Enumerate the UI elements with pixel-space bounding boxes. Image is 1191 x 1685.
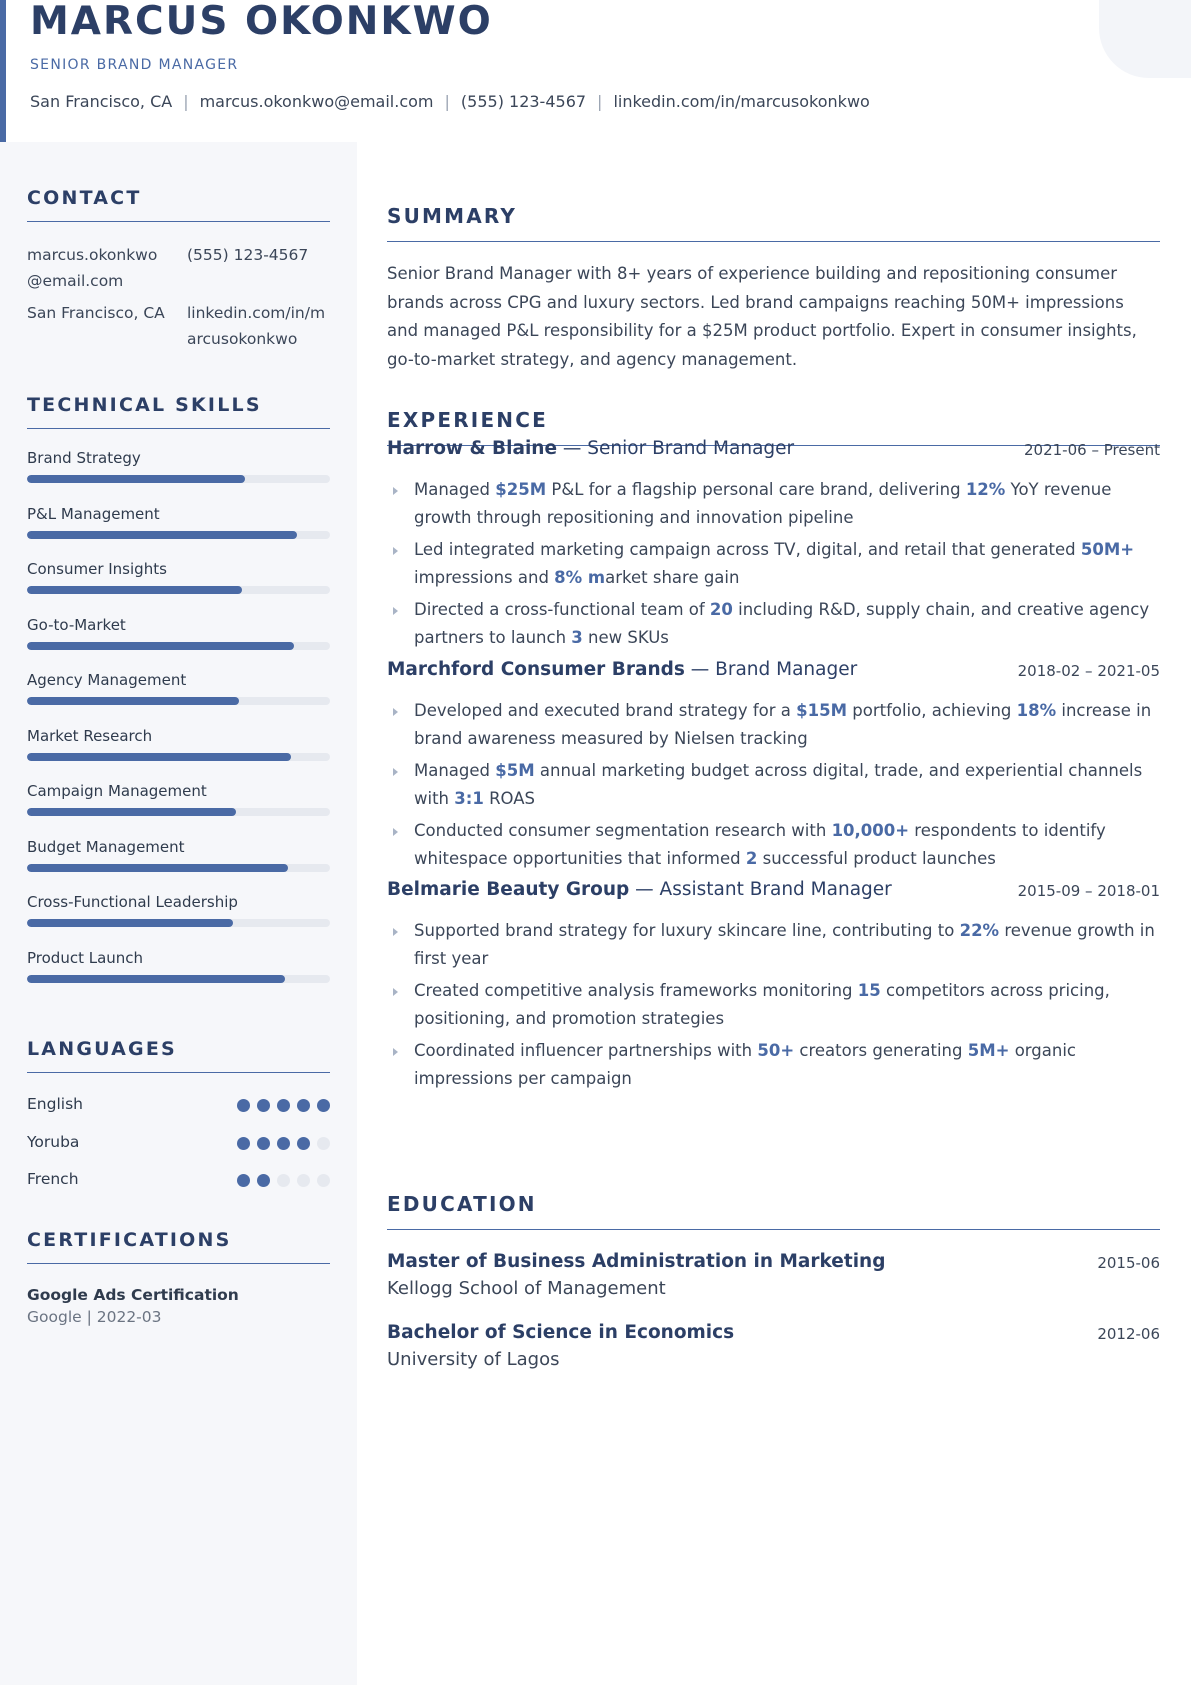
header-phone-link[interactable]: (555) 123-4567: [460, 92, 587, 111]
job-title: [387, 438, 794, 459]
level-dot: [297, 1137, 310, 1150]
language-item: [27, 1095, 330, 1133]
level-dot: [237, 1099, 250, 1112]
contact-grid: [27, 242, 330, 352]
job-title: [387, 659, 857, 680]
skill-bar-track: [27, 753, 330, 761]
level-dot: [257, 1137, 270, 1150]
highlighted-metric: 15: [857, 981, 881, 1000]
skill-bar-fill: [27, 975, 285, 983]
skill-bar-fill: [27, 753, 291, 761]
level-dot: [277, 1137, 290, 1150]
company-name: Marchford Consumer Brands: [387, 659, 685, 680]
highlighted-metric: 20: [709, 600, 733, 619]
level-dot: [257, 1174, 270, 1187]
education-heading: EDUCATION: [387, 1192, 1160, 1230]
bullet-text: successful product launches: [757, 849, 996, 868]
achievement-bullet: [387, 817, 1160, 873]
skill-label: Agency Management: [27, 671, 187, 689]
header-accent-bar: [0, 0, 6, 142]
certifications-section: [27, 1229, 330, 1326]
level-dot: [237, 1137, 250, 1150]
bullet-text: increase in brand awareness measured by Nielsen tracking: [414, 701, 1152, 748]
skill-item: [27, 893, 330, 949]
achievement-bullet: [387, 596, 1160, 652]
achievement-bullet: [387, 1037, 1160, 1093]
bullet-text: YoY revenue growth through repositioning and innovation pipeline: [414, 480, 1112, 527]
level-dot: [257, 1099, 270, 1112]
experience-entry: [387, 659, 1160, 877]
job-role: — Senior Brand Manager: [557, 438, 795, 459]
skill-bar-track: [27, 475, 330, 483]
level-dot: [297, 1174, 310, 1187]
skill-item: [27, 671, 330, 727]
job-dates: 2018-02 – 2021-05: [1017, 662, 1160, 680]
languages-list: [27, 1095, 330, 1208]
graduation-date: 2012-06: [1097, 1325, 1160, 1343]
school-name: University of Lagos: [387, 1349, 560, 1370]
bullet-marker-icon: [393, 708, 398, 716]
skill-bar-track: [27, 975, 330, 983]
skill-bar-fill: [27, 808, 236, 816]
contact-section: [27, 187, 330, 352]
level-dot: [317, 1137, 330, 1150]
bullet-text: new SKUs: [582, 628, 669, 647]
skill-label: Go-to-Market: [27, 615, 126, 634]
job-dates: 2015-09 – 2018-01: [1017, 882, 1160, 900]
skill-bar-fill: [27, 475, 245, 483]
corner-decoration: [1099, 0, 1191, 78]
skill-label: Cross-Functional Leadership: [27, 893, 238, 911]
bullet-text: arket share gain: [605, 568, 740, 587]
bullet-marker-icon: [393, 828, 398, 836]
skill-bar-track: [27, 697, 330, 705]
header-location: San Francisco, CA: [30, 92, 173, 111]
level-dot: [277, 1174, 290, 1187]
language-level-dots: [237, 1174, 330, 1187]
skill-bar-track: [27, 808, 330, 816]
header-contact-line: [30, 92, 870, 111]
separator: |: [444, 92, 450, 111]
achievement-bullet: [387, 917, 1160, 973]
skill-item: [27, 616, 330, 672]
experience-header: [387, 879, 1160, 907]
bullet-marker-icon: [393, 487, 398, 495]
experience-entry: [387, 879, 1160, 1097]
highlighted-metric: 5M+: [967, 1041, 1010, 1060]
bullet-marker-icon: [393, 988, 398, 996]
skill-item: [27, 727, 330, 783]
achievement-bullet: [387, 476, 1160, 532]
education-section: [387, 1192, 1160, 1230]
skills-section: [27, 394, 330, 1004]
highlighted-metric: 18%: [1016, 701, 1057, 720]
achievement-bullet: [387, 977, 1160, 1033]
bullet-marker-icon: [393, 768, 398, 776]
sidebar-email-link[interactable]: marcus.okonkwo@email.com: [27, 246, 158, 290]
skill-bar-track: [27, 531, 330, 539]
skill-label: Campaign Management: [27, 782, 207, 800]
achievement-list: [387, 917, 1160, 1093]
graduation-date: 2015-06: [1097, 1254, 1160, 1272]
level-dot: [317, 1099, 330, 1112]
summary-section: [387, 204, 1160, 374]
bullet-text: creators generating: [794, 1041, 968, 1060]
contact-heading: CONTACT: [27, 187, 330, 222]
highlighted-metric: 3:1: [454, 789, 484, 808]
skills-list: [27, 449, 330, 1004]
language-name: Yoruba: [27, 1132, 80, 1151]
job-role: — Assistant Brand Manager: [629, 879, 892, 900]
level-dot: [317, 1174, 330, 1187]
header-linkedin-link[interactable]: linkedin.com/in/marcusokonkwo: [613, 92, 870, 111]
bullet-text: Developed and executed brand strategy for a: [414, 701, 797, 720]
resume-header: [30, 0, 1110, 142]
sidebar-phone-link[interactable]: (555) 123-4567: [187, 246, 309, 264]
language-name: English: [27, 1095, 83, 1113]
bullet-text: Led integrated marketing campaign across TV, digital, and retail that generated: [414, 540, 1081, 559]
skill-item: [27, 949, 330, 1005]
skill-bar-track: [27, 642, 330, 650]
experience-header: [387, 438, 1160, 466]
languages-heading: LANGUAGES: [27, 1038, 330, 1073]
school-name: Kellogg School of Management: [387, 1278, 666, 1299]
sidebar-location: San Francisco, CA: [27, 304, 165, 322]
bullet-text: P&L for a flagship personal care brand, delivering: [546, 480, 966, 499]
highlighted-metric: 10,000+: [831, 821, 910, 840]
skill-bar-track: [27, 586, 330, 594]
skill-item: [27, 449, 330, 505]
summary-heading: SUMMARY: [387, 204, 1160, 242]
achievement-list: [387, 476, 1160, 652]
education-entry: [387, 1251, 1160, 1299]
skills-heading: TECHNICAL SKILLS: [27, 394, 330, 429]
bullet-text: organic impressions per campaign: [414, 1041, 1076, 1088]
language-item: [27, 1133, 330, 1171]
certifications-heading: CERTIFICATIONS: [27, 1229, 330, 1264]
highlighted-metric: 50+: [757, 1041, 795, 1060]
level-dot: [277, 1099, 290, 1112]
highlighted-metric: 50M+: [1080, 540, 1135, 559]
job-title: [387, 879, 892, 900]
candidate-title: SENIOR BRAND MANAGER: [30, 57, 239, 73]
highlighted-metric: $25M: [495, 480, 547, 499]
highlighted-metric: $5M: [495, 761, 535, 780]
bullet-text: respondents to identify whitespace opportunities that informed: [414, 821, 1106, 868]
sidebar: [0, 142, 357, 1685]
education-entry: [387, 1322, 1160, 1370]
job-role: — Brand Manager: [684, 659, 858, 680]
language-level-dots: [237, 1137, 330, 1150]
skill-bar-fill: [27, 919, 233, 927]
skill-label: P&L Management: [27, 504, 160, 523]
language-level-dots: [237, 1099, 330, 1112]
highlighted-metric: $15M: [796, 701, 847, 720]
company-name: Harrow & Blaine: [387, 438, 558, 459]
bullet-text: Conducted consumer segmentation research with: [414, 821, 832, 840]
candidate-name: MARCUS OKONKWO: [30, 0, 493, 44]
company-name: Belmarie Beauty Group: [387, 879, 630, 900]
job-dates: 2021-06 – Present: [1024, 441, 1160, 459]
highlighted-metric: 8% m: [554, 568, 606, 587]
bullet-text: Managed: [414, 761, 496, 780]
skill-item: [27, 560, 330, 616]
bullet-text: Created competitive analysis frameworks monitoring: [414, 981, 858, 1000]
header-email-link[interactable]: marcus.okonkwo@email.com: [199, 92, 434, 111]
certification-name: Google Ads Certification: [27, 1286, 239, 1304]
skill-label: Product Launch: [27, 948, 144, 967]
achievement-bullet: [387, 757, 1160, 813]
languages-section: [27, 1038, 330, 1208]
bullet-text: revenue growth in first year: [414, 921, 1155, 968]
bullet-marker-icon: [393, 928, 398, 936]
skill-bar-fill: [27, 864, 288, 872]
skill-item: [27, 838, 330, 894]
degree-name: Bachelor of Science in Economics: [387, 1322, 735, 1343]
level-dot: [297, 1099, 310, 1112]
skill-bar-track: [27, 919, 330, 927]
bullet-text: impressions and: [414, 568, 555, 587]
bullet-text: Managed: [414, 480, 496, 499]
separator: |: [597, 92, 603, 111]
bullet-text: competitors across pricing, positioning, and promotion strategies: [414, 981, 1110, 1028]
skill-bar-track: [27, 864, 330, 872]
experience-header: [387, 659, 1160, 687]
achievement-bullet: [387, 697, 1160, 753]
highlighted-metric: 2: [745, 849, 758, 868]
experience-heading: EXPERIENCE: [387, 408, 1160, 446]
skill-item: [27, 782, 330, 838]
bullet-marker-icon: [393, 547, 398, 555]
degree-name: Master of Business Administration in Marketing: [387, 1251, 886, 1272]
summary-text: Senior Brand Manager with 8+ years of experience building and repositioning consumer brands across CPG and luxury sectors. Led brand campaigns reaching 50M+ impressions and managed P&L responsibility for a $25M product portfolio. Expert in consumer insights, go-to-market strategy, and agency management.: [387, 264, 1137, 369]
bullet-text: annual marketing budget across digital, trade, and experiential channels with: [414, 761, 1143, 808]
skill-bar-fill: [27, 586, 242, 594]
highlighted-metric: 22%: [959, 921, 1000, 940]
skill-bar-fill: [27, 697, 239, 705]
highlighted-metric: 12%: [965, 480, 1006, 499]
skill-label: Budget Management: [27, 837, 185, 856]
bullet-text: including R&D, supply chain, and creative agency partners to launch: [414, 600, 1150, 647]
bullet-text: Supported brand strategy for luxury skincare line, contributing to: [414, 921, 960, 940]
bullet-text: ROAS: [483, 789, 535, 808]
bullet-marker-icon: [393, 607, 398, 615]
bullet-text: Directed a cross-functional team of: [414, 600, 710, 619]
sidebar-linkedin-link[interactable]: linkedin.com/in/marcusokonkwo: [187, 304, 326, 348]
skill-label: Brand Strategy: [27, 449, 141, 467]
skill-label: Market Research: [27, 726, 153, 745]
separator: |: [183, 92, 189, 111]
language-item: [27, 1170, 330, 1208]
language-name: French: [27, 1170, 79, 1188]
bullet-marker-icon: [393, 1048, 398, 1056]
achievement-bullet: [387, 536, 1160, 592]
achievement-list: [387, 697, 1160, 873]
highlighted-metric: 3: [571, 628, 583, 647]
level-dot: [237, 1174, 250, 1187]
bullet-text: portfolio, achieving: [847, 701, 1017, 720]
skill-label: Consumer Insights: [27, 560, 167, 578]
skill-bar-fill: [27, 642, 294, 650]
skill-item: [27, 505, 330, 561]
bullet-text: Coordinated influencer partnerships with: [414, 1041, 758, 1060]
skill-bar-fill: [27, 531, 297, 539]
certification-meta: Google | 2022-03: [27, 1308, 162, 1326]
experience-entry: [387, 438, 1160, 656]
